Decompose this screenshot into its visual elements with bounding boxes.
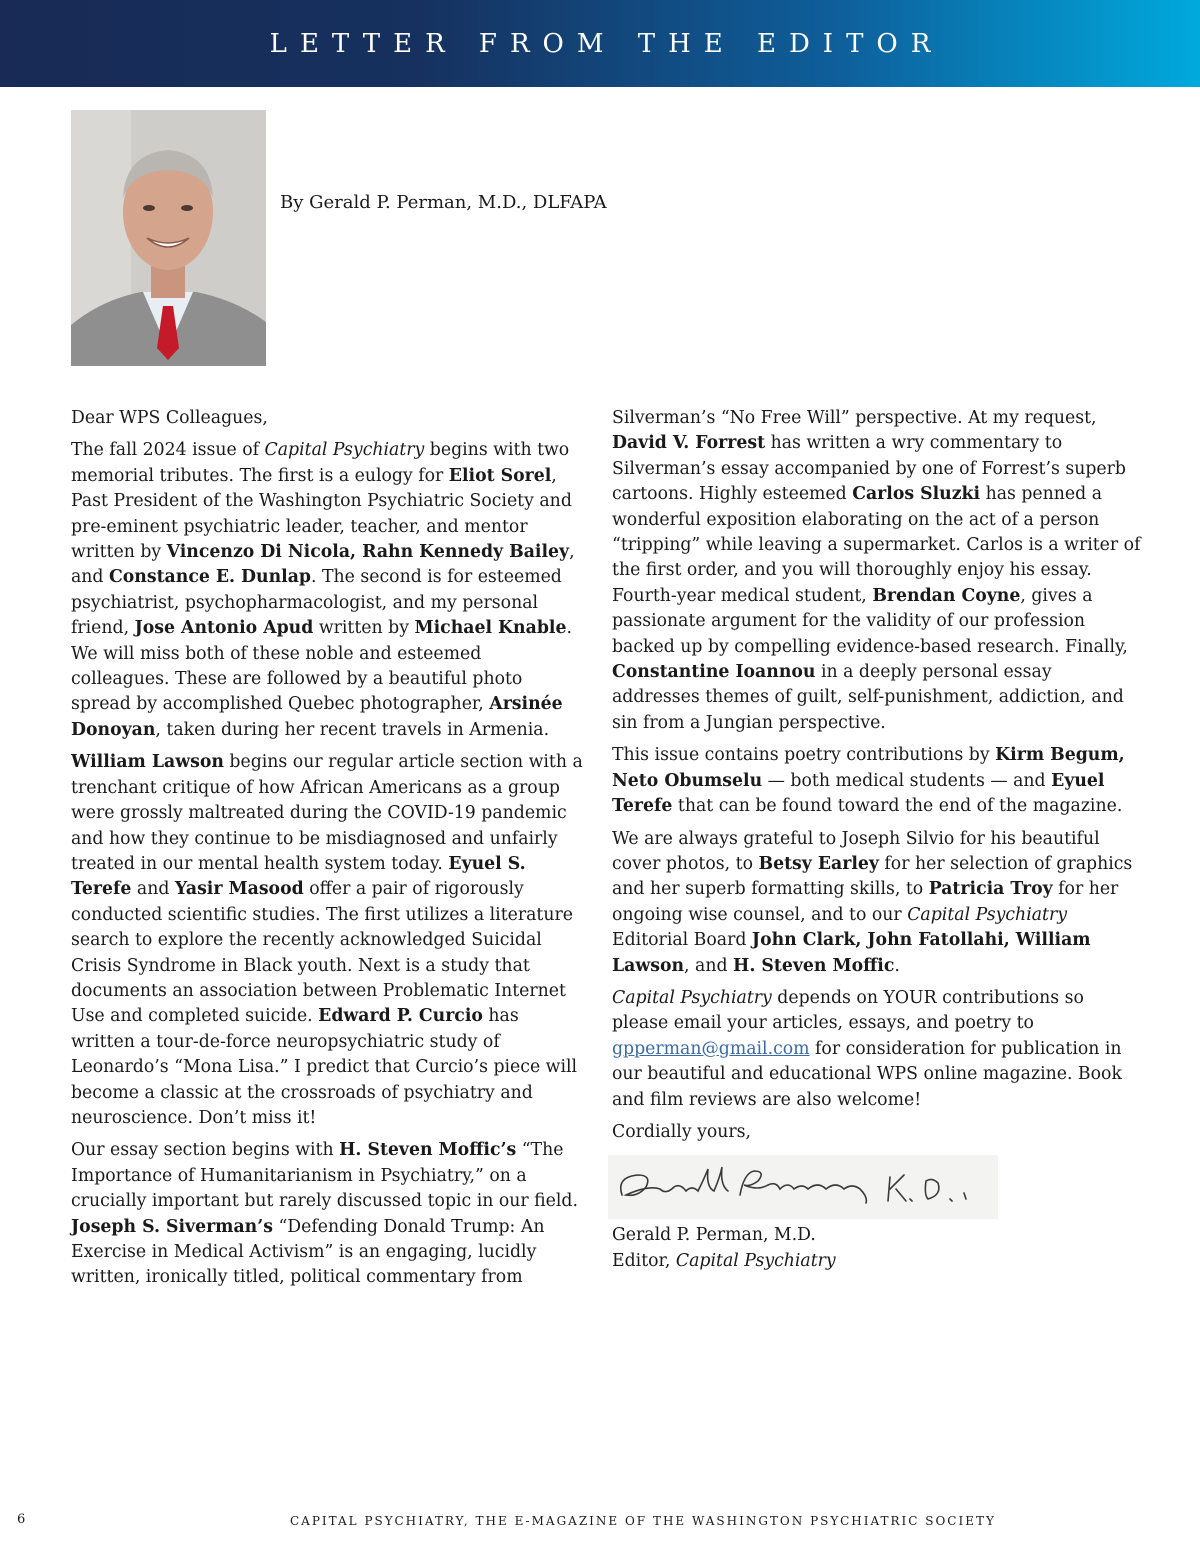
- byline: By Gerald P. Perman, M.D., DLFAPA: [280, 192, 607, 213]
- paragraph-essays-continued: Silverman’s “No Free Will” perspective. At my request, David V. Forrest has written a wry commentary to Silverman’s essay accompanied by one of Forrest’s superb cartoons. Highly esteemed Carlos Sluzki has penned a wonderful exposition elaborating on the act of a person “tripping” while leaving a supermarket. Carlos is a writer of the first order, and you will thoroughly enjoy his essay. Fourth-year medical student, Brendan Coyne, gives a passionate argument for the validity of our profession backed up by compelling evidence-based research. Finally, Constantine Ioannou in a deeply personal essay addresses themes of guilt, self-punishment, addiction, and sin from a Jungian perspective.: [612, 408, 1141, 733]
- paragraph-essays: Our essay section begins with H. Steven Moffic’s “The Importance of Humanitarianism in Psychiatry,” on a crucially important but rarely discussed topic in our field. Joseph S. Siverman’s “Defending Donald Trump: An Exercise in Medical Activism” is an engaging, lucidly written, ironically titled, political commentary from: [71, 1140, 578, 1288]
- left-column: [71, 406, 583, 1298]
- page-title: LETTER FROM THE EDITOR: [269, 28, 944, 59]
- signatory-title: Editor, Capital Psychiatry: [612, 1250, 836, 1271]
- paragraph-articles: William Lawson begins our regular article section with a trenchant critique of how African Americans as a group were grossly maltreated during the COVID-19 pandemic and how they continue to be misdiagnosed and unfairly treated in our mental health system today. Eyuel S. Terefe and Yasir Masood offer a pair of rigorously conducted scientific studies. The first utilizes a literature search to explore the recently acknowledged Suicidal Crisis Syndrome in Black youth. Next is a study that documents an association between Problematic Internet Use and completed suicide. Edward P. Curcio has written a tour-de-force neuropsychiatric study of Leonardo’s “Mona Lisa.” I predict that Curcio’s piece will become a classic at the crossroads of psychiatry and neuroscience. Don’t miss it!: [71, 752, 583, 1128]
- salutation: Dear WPS Colleagues,: [71, 408, 268, 428]
- paragraph-poetry: This issue contains poetry contributions by Kirm Begum, Neto Obumselu — both medical students — and Eyuel Terefe that can be found toward the end of the magazine.: [612, 745, 1125, 817]
- page-number: 6: [17, 1512, 26, 1527]
- handwritten-signature: [608, 1155, 998, 1219]
- email-link[interactable]: gpperman@gmail.com: [612, 1038, 810, 1059]
- header-banner: [0, 0, 1200, 87]
- paragraph-memorials: The fall 2024 issue of Capital Psychiatry begins with two memorial tributes. The first is a eulogy for Eliot Sorel, Past President of the Washington Psychiatric Society and pre-eminent psychiatric leader, teacher, and mentor written by Vincenzo Di Nicola, Rahn Kennedy Bailey, and Constance E. Dunlap. The second is for esteemed psychiatrist, psychopharmacologist, and my personal friend, Jose Antonio Apud written by Michael Knable. We will miss both of these noble and esteemed colleagues. These are followed by a beautiful photo spread by accomplished Quebec photographer, Arsinée Donoyan, taken during her recent travels in Armenia.: [71, 440, 575, 740]
- author-portrait-image: [71, 110, 266, 366]
- footer-publication-name: CAPITAL PSYCHIATRY, THE E-MAGAZINE OF THE WASHINGTON PSYCHIATRIC SOCIETY: [290, 1514, 996, 1528]
- closing: Cordially yours,: [612, 1121, 752, 1142]
- signatory-name: Gerald P. Perman, M.D.: [612, 1225, 816, 1246]
- author-photo: [71, 110, 266, 366]
- signature-image: [608, 1155, 998, 1219]
- paragraph-acknowledgements: We are always grateful to Joseph Silvio for his beautiful cover photos, to Betsy Earley for her selection of graphics and her superb formatting skills, to Patricia Troy for her ongoing wise counsel, and to our Capital Psychiatry Editorial Board John Clark, John Fatollahi, William Lawson, and H. Steven Moffic.: [612, 828, 1133, 976]
- paragraph-contributions: Capital Psychiatry depends on YOUR contributions so please email your articles, essays, and poetry to gpperman@gmail.com for consideration for publication in our beautiful and educational WPS online magazine. Book and film reviews are also welcome!: [612, 987, 1122, 1110]
- page-footer: [0, 1512, 1200, 1532]
- right-column: [612, 406, 1142, 1274]
